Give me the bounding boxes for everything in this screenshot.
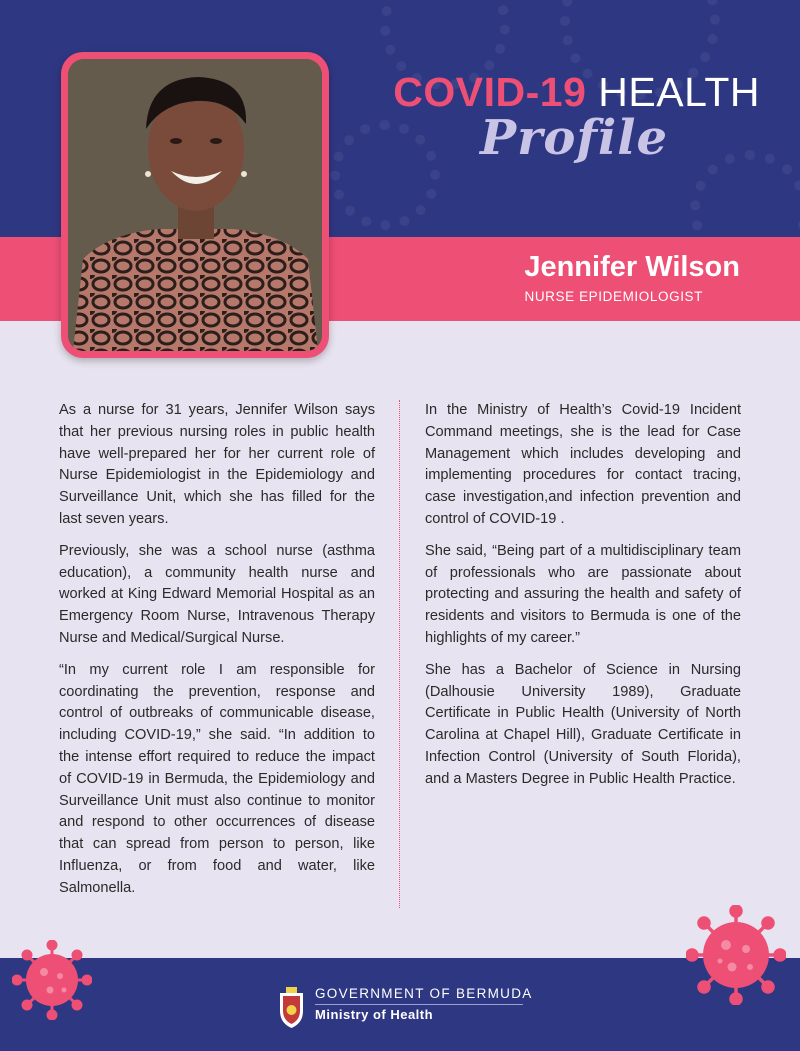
profile-name: Jennifer Wilson xyxy=(524,251,740,283)
bermuda-crest-icon xyxy=(277,985,306,1029)
gear-pattern-icon xyxy=(330,120,440,230)
paragraph: In the Ministry of Health’s Covid-19 Incident Command meetings, she is the lead for Case Management which includes developing and implementing procedures for contact tracing, case investigation,and infection prevention and control of COVID-19 . xyxy=(425,402,741,527)
footer-rule xyxy=(315,1004,523,1005)
left-column xyxy=(59,400,375,910)
paragraph: She has a Bachelor of Science in Nursing (Dalhousie University 1989), Graduate Certificate in Public Health (University of North Carolina at Chapel Hill), Graduate Certificate in Infection Control (University of South Florida), and a Masters Degree in Public Health Practice. xyxy=(425,661,741,787)
paragraph: As a nurse for 31 years, Jennifer Wilson says that her previous nursing roles in public health have well-prepared her for her current role of Nurse Epidemiologist in the Epidemiology and Surveillance Unit, which she has filled for the last seven years. xyxy=(59,402,375,527)
paragraph: She said, “Being part of a multidisciplinary team of professionals who are passionate about protecting and assuring the health and safety of residents and visitors to Bermuda is one of the highlights of my career.” xyxy=(425,542,741,646)
government-label: GOVERNMENT OF BERMUDA xyxy=(315,986,533,1001)
portrait-photo xyxy=(68,59,322,351)
profile-role: NURSE EPIDEMIOLOGIST xyxy=(524,289,703,304)
ministry-label: Ministry of Health xyxy=(315,1007,434,1022)
virus-icon xyxy=(686,905,786,1005)
title-covid: COVID-19 xyxy=(393,69,587,115)
paragraph: “In my current role I am responsible for coordinating the prevention, response and control of outbreaks of communicable disease, including COVID-19,” she said. “In addition to the intense effort required to reduce the impact of COVID-19 in Bermuda, the Epidemiology and Surveillance Unit must also continue to monitor and respond to other occurrences of disease that can spread from person to person, like Influenza, or from food and water, like Salmonella. xyxy=(59,661,375,896)
paragraph: Previously, she was a school nurse (asthma education), a community health nurse and worked at King Edward Memorial Hospital as an Emergency Room Nurse, Intravenous Therapy Nurse and Medical/Surgical Nurse. xyxy=(59,542,375,646)
portrait-illustration xyxy=(68,59,322,351)
title-profile: Profile xyxy=(480,110,669,166)
virus-icon xyxy=(12,940,92,1020)
page-title xyxy=(360,70,760,114)
gear-pattern-icon xyxy=(690,150,800,237)
column-divider xyxy=(399,400,400,908)
portrait-frame xyxy=(61,52,329,358)
title-health: HEALTH xyxy=(598,69,760,115)
right-column xyxy=(425,400,741,801)
